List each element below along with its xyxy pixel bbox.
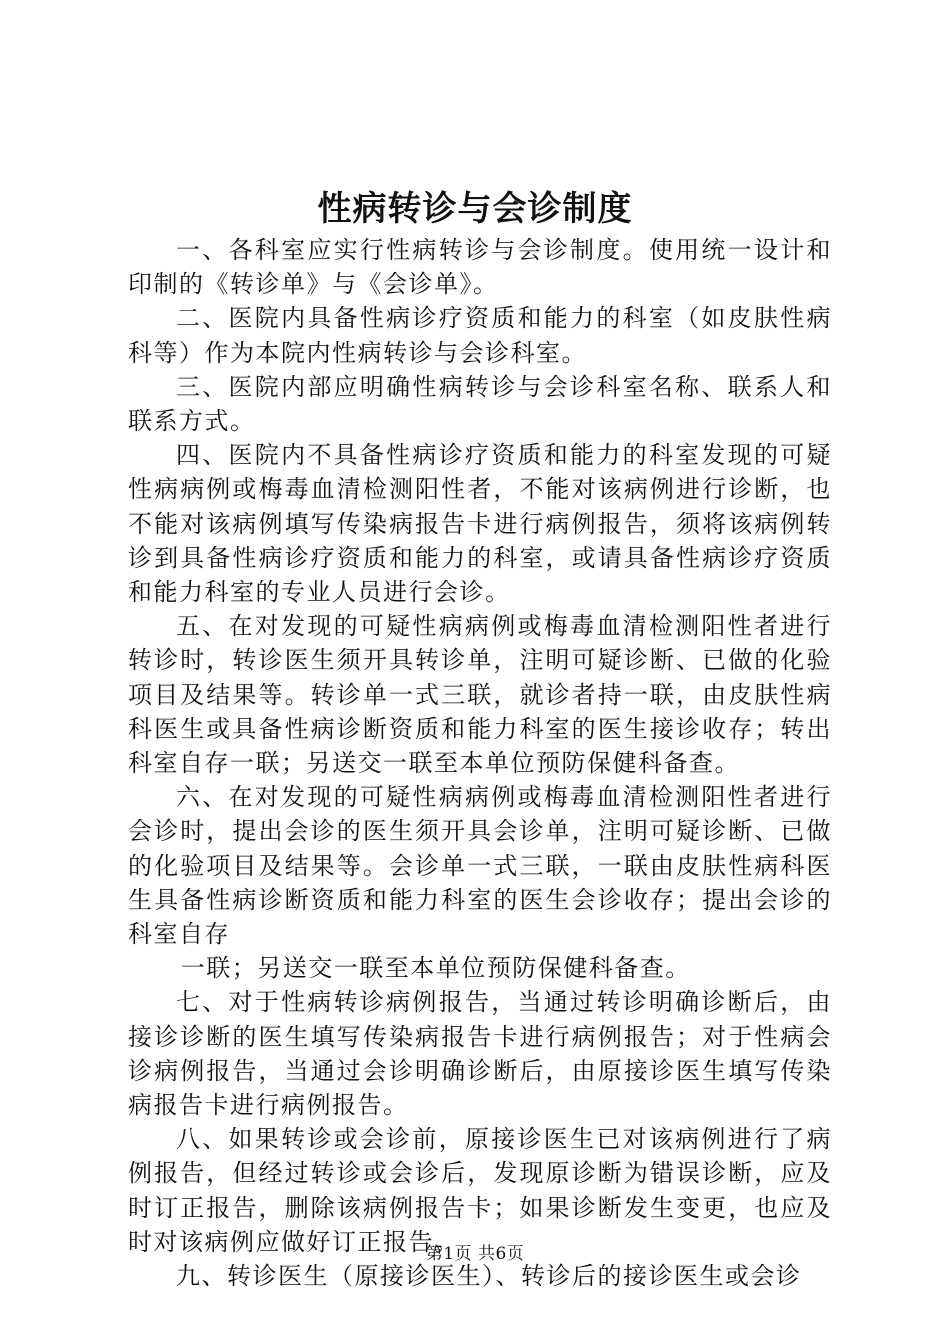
paragraph-4: 四、医院内不具备性病诊疗资质和能力的科室发现的可疑性病病例或梅毒血清检测阳性者，不能对该病例进行诊断，也不能对该病例填写传染病报告卡进行病例报告，须将该病例转诊到具备性病诊疗资质和能力的科室，或请具备性病诊疗资质和能力科室的专业人员进行会诊。 (128, 441, 832, 607)
document-title: 性病转诊与会诊制度 (317, 189, 633, 229)
paragraph-2: 二、医院内具备性病诊疗资质和能力的科室（如皮肤性病科等）作为本院内性病转诊与会诊科室。 (128, 304, 832, 367)
paragraph-6: 六、在对发现的可疑性病病例或梅毒血清检测阳性者进行会诊时，提出会诊的医生须开具会诊单，注明可疑诊断、已做的化验项目及结果等。会诊单一式三联，一联由皮肤性病科医生具备性病诊断资质和能力科室的医生会诊收存；提出会诊的科室自存 (128, 783, 832, 949)
document-body (128, 233, 832, 1293)
paragraph-3: 三、医院内部应明确性病转诊与会诊科室名称、联系人和联系方式。 (128, 372, 832, 436)
paragraph-7: 七、对于性病转诊病例报告，当通过转诊明确诊断后，由接诊诊断的医生填写传染病报告卡进行病例报告；对于性病会诊病例报告，当通过会诊明确诊断后，由原接诊医生填写传染病报告卡进行病例报告。 (128, 988, 832, 1120)
paragraph-1: 一、各科室应实行性病转诊与会诊制度。使用统一设计和印制的《转诊单》与《会诊单》。 (128, 236, 832, 299)
paragraph-9: 九、转诊医生（原接诊医生）、转诊后的接诊医生或会诊 (176, 1262, 802, 1291)
paragraph-5: 五、在对发现的可疑性病病例或梅毒血清检测阳性者进行转诊时，转诊医生须开具转诊单，注明可疑诊断、已做的化验项目及结果等。转诊单一式三联，就诊者持一联，由皮肤性病科医生或具备性病诊断资质和能力科室的医生接诊收存；转出科室自存一联；另送交一联至本单位预防保健科备查。 (128, 612, 832, 778)
paragraph-6-continuation: 一联；另送交一联至本单位预防保健科备查。 (180, 954, 691, 983)
paragraph-8: 八、如果转诊或会诊前，原接诊医生已对该病例进行了病例报告，但经过转诊或会诊后，发现原诊断为错误诊断，应及时订正报告，删除该病例报告卡；如果诊断发生变更，也应及时对该病例应做好订正报告。 (128, 1125, 832, 1256)
page-number: 第1页 共6页 (425, 1244, 525, 1264)
